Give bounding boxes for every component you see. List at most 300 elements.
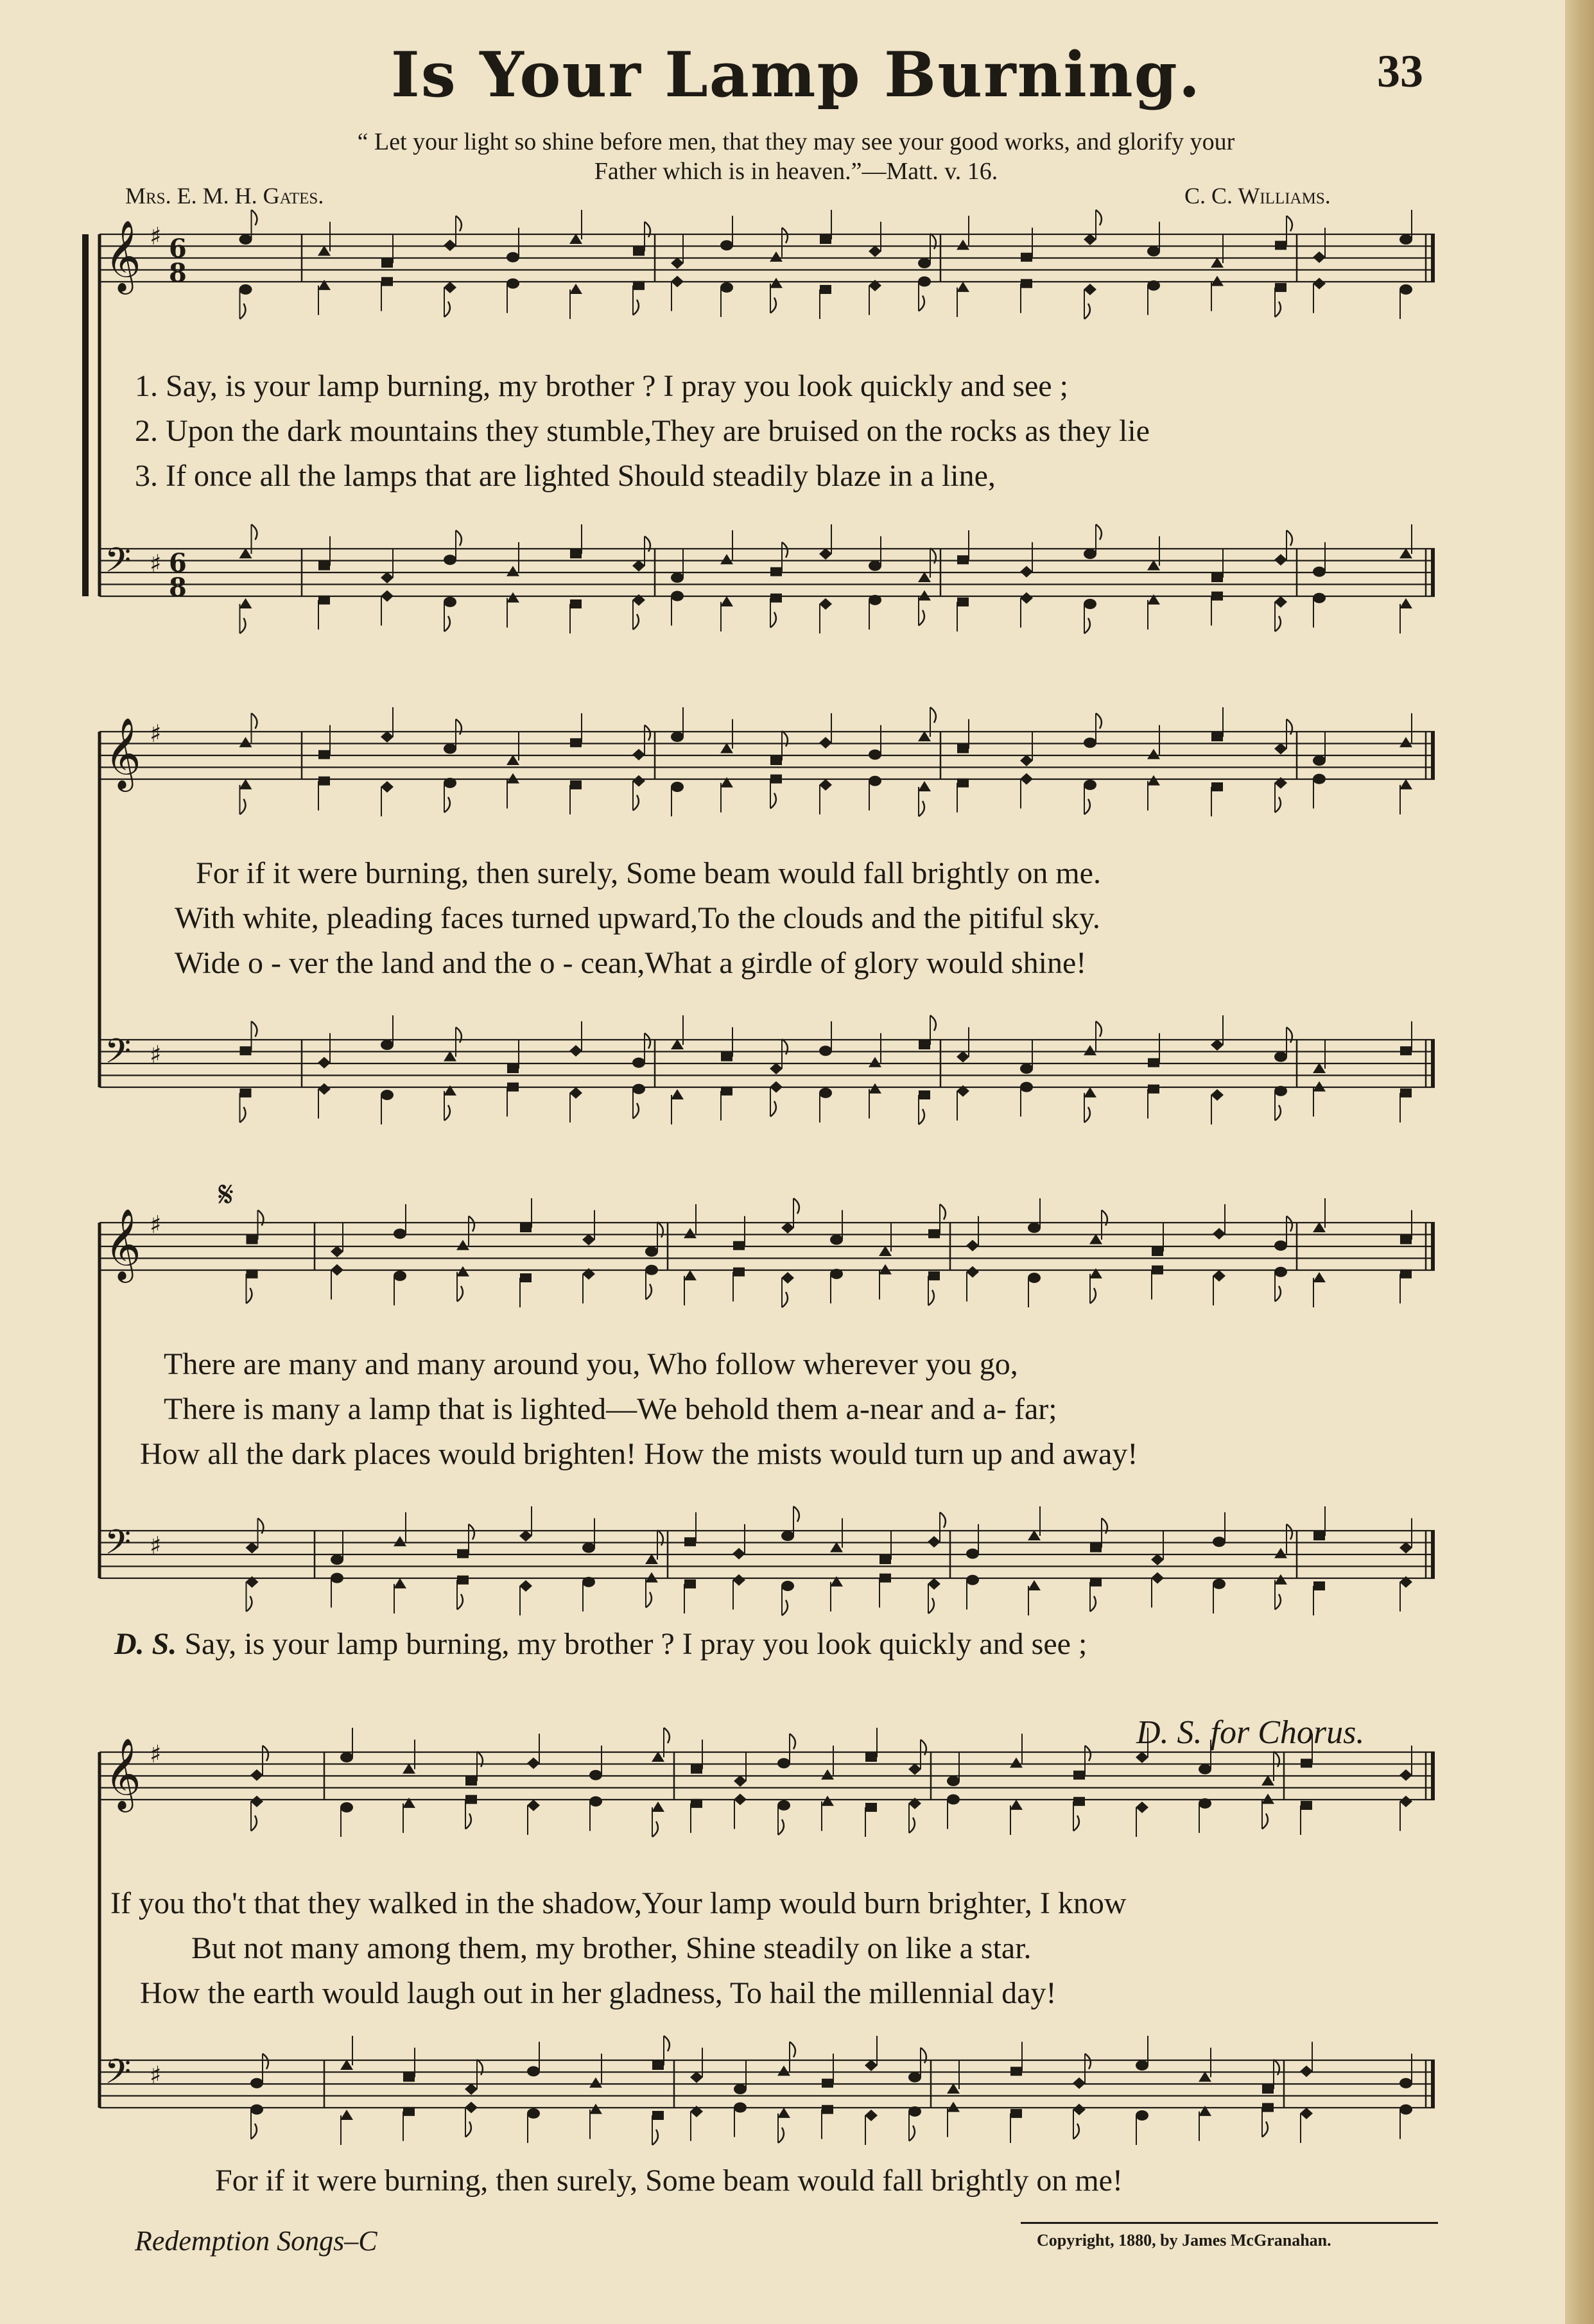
note-head [869, 750, 881, 760]
note-head [830, 1542, 843, 1553]
note-head [957, 745, 969, 753]
note-head [1399, 284, 1412, 295]
note-flag [1275, 616, 1281, 632]
note-flag [240, 304, 246, 319]
note-head [671, 732, 684, 742]
note-flag [1286, 216, 1292, 231]
note-head [1211, 592, 1223, 601]
note-head [520, 1223, 532, 1232]
note-head [1300, 2065, 1313, 2077]
note-head [569, 1087, 582, 1099]
note-head [781, 1581, 794, 1591]
note-head [830, 1269, 843, 1279]
note-head [1084, 1045, 1096, 1055]
note-head [671, 276, 684, 288]
note-flag [909, 1818, 915, 1833]
note-flag [1096, 1021, 1102, 1037]
time-signature-top: 6 [169, 234, 187, 264]
note-head [1274, 596, 1287, 608]
note-head [1020, 773, 1033, 785]
note-head [239, 779, 252, 789]
note-head [394, 1536, 406, 1546]
note-head [721, 1087, 732, 1096]
lyric-system-4-verse-3: How the earth would laugh out in her gladness, To hail the millennial day! [140, 1976, 1057, 2010]
note-head [721, 1053, 732, 1062]
note-head [770, 1063, 783, 1074]
note-head [928, 1578, 940, 1590]
lyric-system-3-verse-2: There is many a lamp that is lighted—We behold them a-near and a- far; [164, 1392, 1057, 1426]
note-head [569, 1045, 582, 1056]
note-head [465, 2083, 478, 2095]
note-head [652, 2061, 664, 2070]
note-head [720, 282, 733, 293]
note-head [1313, 774, 1326, 784]
note-head [957, 555, 969, 564]
note-head [1010, 1800, 1023, 1810]
note-head [318, 246, 331, 256]
note-flag [465, 2122, 471, 2137]
note-head [340, 1802, 353, 1812]
note-head [1274, 1052, 1287, 1062]
note-head [1275, 283, 1286, 292]
note-head [734, 2103, 747, 2113]
note-flag [790, 1734, 795, 1749]
epigraph-line-2: Father which is in heaven.”—Matt. v. 16. [594, 158, 998, 185]
note-head [820, 285, 831, 294]
note-head [671, 591, 684, 601]
note-head [819, 548, 832, 560]
note-head [1136, 2110, 1148, 2121]
note-head [1301, 1801, 1312, 1810]
note-head [1399, 598, 1412, 608]
note-flag [1073, 2124, 1079, 2139]
note-head [720, 743, 733, 753]
note-head [1084, 737, 1096, 748]
note-head [1400, 1089, 1412, 1097]
note-flag [930, 1015, 936, 1031]
note-head [1084, 780, 1096, 790]
note-head [1313, 278, 1326, 289]
note-head [1274, 1267, 1287, 1277]
note-head [318, 562, 330, 571]
note-head [1399, 1796, 1412, 1807]
note-head [1090, 1578, 1102, 1587]
note-head [770, 775, 782, 784]
note-head [720, 240, 733, 250]
note-head [340, 1752, 353, 1762]
note-head [444, 778, 456, 788]
sharp-icon: ♯ [150, 549, 162, 578]
note-head [770, 278, 783, 288]
note-head [919, 1090, 930, 1099]
note-head [819, 1046, 832, 1056]
note-head [1148, 1058, 1159, 1067]
note-head [869, 1057, 881, 1067]
note-flag [1096, 210, 1102, 225]
note-head [582, 1543, 595, 1553]
note-head [684, 1579, 696, 1588]
note-head [908, 2072, 921, 2083]
note-head [589, 1796, 602, 1807]
note-head [456, 1240, 469, 1250]
note-head [1274, 1548, 1287, 1558]
note-head [671, 782, 684, 792]
bass-clef-icon: 𝄢 [105, 541, 132, 589]
note-head [691, 1799, 702, 1808]
note-head [822, 2105, 833, 2114]
note-head [507, 1064, 519, 1073]
note-head [1090, 1544, 1102, 1553]
sharp-icon: ♯ [150, 1040, 162, 1069]
note-head [1089, 1234, 1102, 1244]
note-head [1399, 234, 1412, 245]
lyric-system-1-verse-3: 3. If once all the lamps that are lighted Should steadily blaze in a line, [135, 459, 996, 493]
note-flag [240, 1107, 246, 1123]
note-head [908, 1764, 921, 1775]
note-head [570, 549, 582, 558]
note-flag [1275, 1286, 1281, 1302]
note-flag [1084, 799, 1090, 814]
sharp-icon: ♯ [150, 1531, 162, 1560]
note-head [869, 561, 881, 571]
note-head [957, 239, 969, 250]
note-flag [1085, 2054, 1091, 2069]
note-head [820, 235, 831, 244]
note-head [507, 279, 519, 289]
system-brace [82, 234, 89, 596]
note-flag [770, 793, 776, 809]
note-head [589, 2078, 602, 2088]
note-head [1147, 246, 1160, 257]
note-head [1084, 1087, 1096, 1097]
note-head [507, 773, 519, 784]
note-head [645, 1572, 658, 1583]
note-head [381, 1040, 394, 1050]
note-flag [919, 296, 924, 311]
note-flag [1084, 304, 1090, 319]
note-head [444, 239, 456, 251]
note-head [1211, 257, 1224, 268]
note-flag [940, 1204, 946, 1219]
note-flag [252, 524, 257, 540]
note-head [457, 1576, 469, 1585]
note-head [1020, 1082, 1033, 1092]
note-head [918, 590, 931, 601]
note-flag [1286, 1216, 1292, 1232]
note-flag [782, 1600, 788, 1615]
note-head [1073, 1797, 1085, 1806]
note-head [733, 1268, 745, 1277]
note-head [819, 598, 832, 610]
note-head [1152, 1247, 1163, 1256]
lyric-system-3-verse-3: How all the dark places would brighten! How the mists would turn up and away! [140, 1437, 1138, 1471]
note-head [865, 2060, 878, 2071]
note-flag [1275, 797, 1281, 813]
note-head [632, 560, 645, 572]
note-head [1313, 567, 1326, 577]
note-head [1313, 755, 1326, 766]
note-head [318, 750, 330, 759]
note-head [1147, 775, 1160, 786]
note-head [1399, 2105, 1412, 2115]
note-head [908, 2106, 921, 2117]
note-head [652, 1802, 664, 1812]
note-head [947, 1776, 960, 1786]
note-head [1136, 1752, 1148, 1763]
note-head [1274, 1086, 1287, 1096]
note-head [444, 1051, 456, 1062]
note-head [1152, 1266, 1163, 1275]
note-head [403, 2107, 415, 2116]
lyric-system-2-verse-2: With white, pleading faces turned upward,To the clouds and the pitiful sky. [175, 901, 1100, 935]
note-head [869, 776, 881, 786]
note-head [732, 1548, 745, 1560]
note-head [1136, 1802, 1148, 1813]
note-flag [1096, 713, 1102, 728]
note-flag [1262, 1814, 1268, 1829]
note-head [770, 567, 782, 576]
note-head [918, 781, 931, 791]
note-head [1020, 1063, 1033, 1074]
note-head [865, 1753, 877, 1762]
note-head [331, 1573, 343, 1583]
note-head [879, 1264, 892, 1275]
note-head [865, 1803, 877, 1812]
note-head [821, 1796, 834, 1806]
note-head [394, 1271, 406, 1281]
note-flag [793, 1198, 799, 1214]
note-flag [240, 799, 246, 814]
note-flag [444, 616, 450, 632]
note-head [671, 1089, 684, 1099]
note-head [966, 1549, 979, 1559]
note-head [777, 2108, 790, 2118]
note-flag [456, 530, 462, 546]
note-head [1084, 599, 1096, 609]
note-head [331, 1554, 343, 1565]
treble-clef-icon: 𝄞 [105, 219, 141, 291]
note-head [957, 282, 969, 292]
note-head [957, 1051, 969, 1063]
note-head [246, 1542, 259, 1554]
note-flag [928, 1598, 934, 1614]
note-head [527, 1800, 540, 1811]
sharp-icon: ♯ [150, 1210, 162, 1239]
page-number: 33 [1377, 46, 1423, 97]
note-flag [633, 300, 639, 315]
note-head [918, 258, 931, 268]
note-head [1028, 1273, 1041, 1283]
lyric-system-4-verse-1: If you tho't that they walked in the shadow,Your lamp would burn brighter, I know [110, 1886, 1127, 1920]
note-flag [633, 795, 639, 811]
note-flag [1084, 1107, 1090, 1123]
note-head [1262, 2085, 1274, 2094]
note-head [1213, 1536, 1226, 1547]
note-flag [652, 2130, 658, 2145]
note-head [331, 1246, 343, 1257]
treble-clef-icon: 𝄞 [105, 717, 141, 789]
note-head [732, 1574, 745, 1586]
note-head [1399, 1542, 1412, 1554]
note-head [444, 282, 456, 293]
note-head [1313, 1222, 1326, 1232]
note-flag [778, 1820, 784, 1835]
note-head [456, 1266, 469, 1277]
note-head [1213, 1579, 1226, 1589]
note-head [918, 572, 931, 582]
note-head [1399, 737, 1412, 747]
note-head [633, 247, 645, 256]
note-head [1028, 1580, 1041, 1590]
note-flag [444, 797, 450, 813]
note-head [690, 2072, 703, 2083]
note-head [1136, 2060, 1148, 2070]
note-head [247, 1270, 258, 1278]
note-head [720, 554, 733, 564]
note-head [770, 252, 783, 262]
segno-icon: 𝄋 [218, 1174, 234, 1216]
note-head [734, 2084, 747, 2094]
note-head [947, 1795, 960, 1805]
note-flag [457, 1286, 463, 1302]
note-flag [252, 1021, 257, 1037]
note-flag [1085, 1746, 1091, 1761]
note-head [684, 1270, 697, 1280]
note-head [652, 2111, 664, 2120]
note-head [1028, 1223, 1041, 1233]
treble-clef-icon: 𝄞 [105, 1737, 141, 1809]
note-head [947, 2083, 960, 2094]
note-flag [1275, 1594, 1281, 1610]
note-flag [1275, 302, 1281, 317]
note-head [720, 596, 733, 607]
bass-clef-icon: 𝄢 [105, 2053, 132, 2100]
note-head [1020, 566, 1033, 578]
note-head [652, 1752, 664, 1762]
note-head [507, 566, 519, 576]
note-head [1274, 1574, 1287, 1585]
note-head [671, 572, 684, 583]
note-head [1020, 592, 1033, 604]
note-head [671, 257, 684, 269]
note-flag [664, 1728, 670, 1743]
note-head [1261, 1794, 1274, 1804]
note-head [569, 284, 582, 294]
note-head [381, 781, 394, 793]
note-head [527, 2066, 540, 2076]
note-head [821, 1769, 834, 1780]
note-head [684, 1537, 696, 1546]
note-head [589, 1770, 602, 1780]
note-flag [790, 2042, 795, 2057]
note-head [239, 234, 252, 245]
sharp-icon: ♯ [150, 222, 162, 250]
note-flag [240, 618, 246, 633]
note-head [1147, 749, 1160, 759]
note-flag [919, 801, 924, 816]
note-flag [1084, 618, 1090, 633]
note-head [632, 1084, 645, 1094]
note-head [444, 744, 456, 754]
note-flag [770, 612, 776, 628]
note-head [247, 1235, 258, 1244]
note-head [966, 1240, 979, 1252]
note-head [869, 1083, 881, 1094]
note-head [1147, 560, 1160, 571]
note-head [770, 1081, 783, 1093]
note-flag [778, 2128, 784, 2143]
note-flag [928, 1290, 934, 1305]
note-head [1010, 1757, 1023, 1768]
lyric-system-1-verse-2: 2. Upon the dark mountains they stumble,They are bruised on the rocks as they lie [135, 414, 1150, 448]
note-head [1021, 253, 1032, 262]
book-footer: Redemption Songs–C [135, 2225, 377, 2257]
note-head [1313, 1063, 1326, 1073]
time-signature-bottom: 8 [169, 572, 187, 603]
note-flag [633, 614, 639, 630]
note-head [928, 1271, 940, 1280]
note-flag [782, 1292, 788, 1307]
note-head [1084, 234, 1096, 245]
note-head [318, 596, 330, 605]
note-flag [1096, 524, 1102, 540]
note-head [879, 1246, 892, 1256]
lyricist-credit: Mrs. E. M. H. Gates. [125, 183, 324, 209]
note-flag [646, 1284, 652, 1300]
note-head [1148, 1085, 1159, 1094]
note-head [318, 1083, 331, 1095]
note-flag [930, 707, 936, 723]
note-head [250, 2078, 263, 2088]
note-head [1261, 1775, 1274, 1786]
note-head [1151, 1554, 1164, 1565]
note-head [239, 737, 252, 747]
hymn-title: Is Your Lamp Burning. [390, 39, 1202, 111]
note-head [1313, 1272, 1326, 1282]
note-head [1399, 548, 1412, 558]
note-head [918, 277, 931, 287]
note-flag [1090, 1288, 1096, 1304]
note-head [947, 2102, 960, 2112]
note-flag [251, 1816, 257, 1831]
note-head [250, 2105, 263, 2115]
note-flag [263, 1746, 268, 1761]
note-head [770, 756, 782, 765]
note-head [570, 599, 582, 608]
note-flag [770, 298, 776, 313]
note-flag [469, 1524, 474, 1540]
note-head [671, 1039, 684, 1049]
note-head [239, 284, 252, 295]
note-head [1211, 276, 1224, 286]
treble-clef-icon: 𝄞 [105, 1208, 141, 1280]
note-head [582, 1577, 595, 1587]
note-head [457, 1549, 469, 1558]
note-flag [909, 2126, 915, 2141]
note-head [1211, 782, 1223, 791]
note-head [918, 731, 931, 741]
note-head [507, 1083, 519, 1092]
note-head [1084, 284, 1096, 295]
note-head [1213, 1228, 1226, 1239]
bass-clef-icon: 𝄢 [105, 1523, 132, 1571]
note-head [1147, 280, 1160, 291]
note-flag [247, 1596, 252, 1612]
final-lyric-line: For if it were burning, then surely, Some beam would fall brightly on me! [215, 2164, 1123, 2198]
note-flag [793, 1506, 799, 1522]
note-head [1399, 1769, 1412, 1781]
lyric-system-2-verse-3: Wide o - ver the land and the o - cean,What a girdle of glory would shine! [175, 946, 1087, 980]
